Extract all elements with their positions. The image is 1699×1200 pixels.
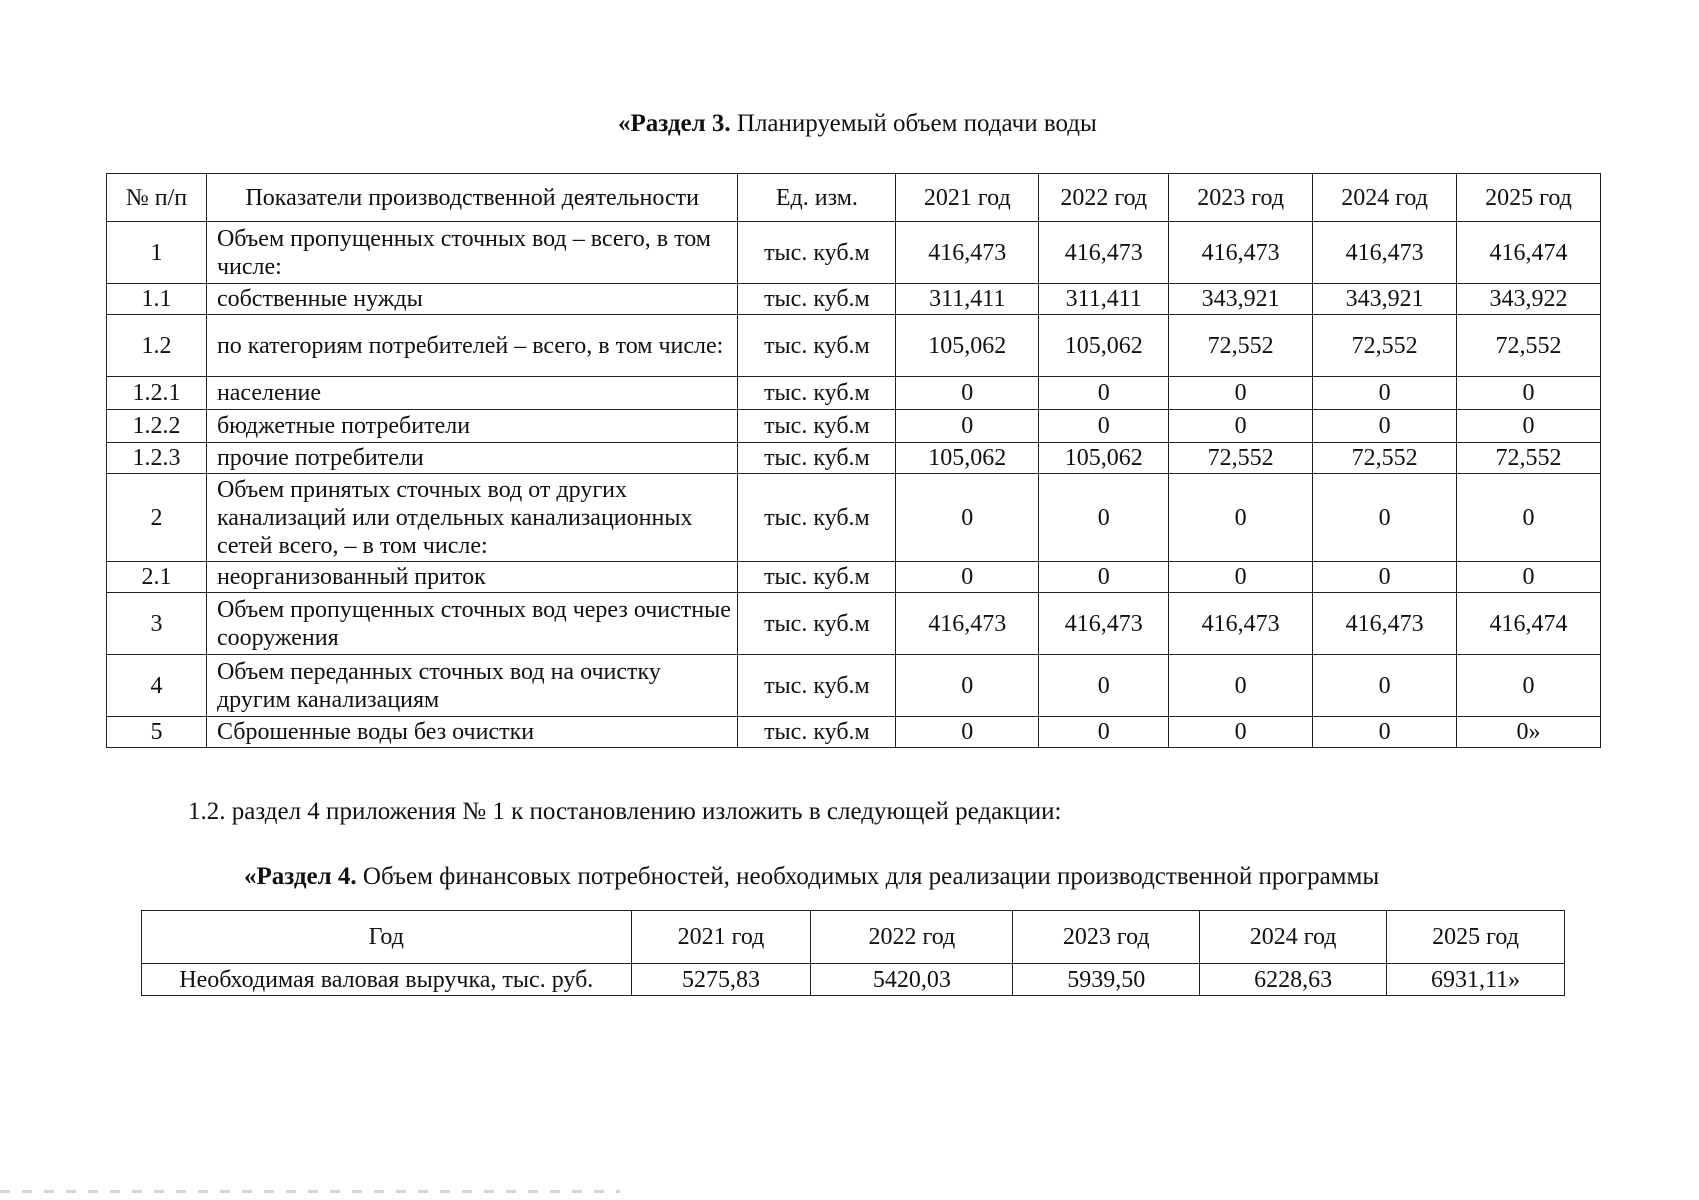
row-value-2022: 0: [1039, 474, 1169, 562]
revenue-2023: 5939,50: [1013, 964, 1200, 996]
row-unit: тыс. куб.м: [738, 655, 896, 717]
header-indicator: Показатели производственной деятельности: [206, 174, 738, 222]
row-unit: тыс. куб.м: [738, 377, 896, 410]
amendment-paragraph: 1.2. раздел 4 приложения № 1 к постановлению изложить в следующей редакции:: [188, 798, 1062, 825]
table-row: [107, 593, 1601, 655]
header-year-2022: 2022 год: [811, 911, 1013, 964]
row-unit: тыс. куб.м: [738, 717, 896, 748]
row-value-2021: 416,473: [896, 222, 1039, 284]
row-value-2024: 0: [1313, 410, 1457, 443]
row-value-2022: 0: [1039, 377, 1169, 410]
header-unit: Ед. изм.: [738, 174, 896, 222]
table-row: [107, 410, 1601, 443]
section3-title-text: Планируемый объем подачи воды: [730, 110, 1097, 137]
row-value-2023: 0: [1169, 562, 1313, 593]
revenue-2021: 5275,83: [631, 964, 811, 996]
row-indicator: собственные нужды: [206, 284, 738, 315]
row-value-2021: 0: [896, 377, 1039, 410]
row-unit: тыс. куб.м: [738, 222, 896, 284]
header-year-2023: 2023 год: [1169, 174, 1313, 222]
row-unit: тыс. куб.м: [738, 284, 896, 315]
table-row: [107, 222, 1601, 284]
header-year-2021: 2021 год: [631, 911, 811, 964]
row-unit: тыс. куб.м: [738, 410, 896, 443]
row-value-2023: 72,552: [1169, 443, 1313, 474]
table-row: [107, 655, 1601, 717]
table-row: [107, 284, 1601, 315]
row-number: 5: [107, 717, 207, 748]
row-value-2023: 0: [1169, 410, 1313, 443]
row-value-2025: 0: [1457, 410, 1601, 443]
table-row: [142, 964, 1565, 996]
row-value-2023: 416,473: [1169, 593, 1313, 655]
revenue-2025: 6931,11»: [1387, 964, 1565, 996]
row-indicator: население: [206, 377, 738, 410]
row-value-2023: 0: [1169, 474, 1313, 562]
row-value-2021: 0: [896, 410, 1039, 443]
row-value-2025: 0: [1457, 474, 1601, 562]
row-value-2024: 416,473: [1313, 593, 1457, 655]
row-value-2021: 0: [896, 717, 1039, 748]
row-value-2022: 0: [1039, 410, 1169, 443]
row-unit: тыс. куб.м: [738, 593, 896, 655]
row-value-2025: 416,474: [1457, 222, 1601, 284]
section3-title: [618, 110, 1097, 138]
row-value-2025: 0»: [1457, 717, 1601, 748]
row-value-2024: 416,473: [1313, 222, 1457, 284]
row-number: 1.2.3: [107, 443, 207, 474]
header-year-2025: 2025 год: [1387, 911, 1565, 964]
row-value-2023: 72,552: [1169, 315, 1313, 377]
row-value-2023: 0: [1169, 717, 1313, 748]
row-number: 2: [107, 474, 207, 562]
header-year-2024: 2024 год: [1313, 174, 1457, 222]
table-row: [107, 474, 1601, 562]
revenue-2022: 5420,03: [811, 964, 1013, 996]
header-year-2025: 2025 год: [1457, 174, 1601, 222]
row-value-2023: 343,921: [1169, 284, 1313, 315]
row-value-2022: 105,062: [1039, 443, 1169, 474]
row-value-2022: 0: [1039, 717, 1169, 748]
section4-title: [244, 863, 1379, 891]
table-row: [107, 717, 1601, 748]
row-number: 1.2: [107, 315, 207, 377]
table-header-row: [107, 174, 1601, 222]
row-value-2024: 0: [1313, 474, 1457, 562]
row-value-2022: 0: [1039, 562, 1169, 593]
row-number: 1.2.1: [107, 377, 207, 410]
row-value-2025: 72,552: [1457, 443, 1601, 474]
row-value-2025: 0: [1457, 655, 1601, 717]
row-value-2021: 0: [896, 655, 1039, 717]
row-value-2024: 72,552: [1313, 443, 1457, 474]
table-header-row: [142, 911, 1565, 964]
row-number: 3: [107, 593, 207, 655]
header-number: № п/п: [107, 174, 207, 222]
header-year-label: Год: [142, 911, 632, 964]
row-value-2021: 0: [896, 474, 1039, 562]
section4-title-text: Объем финансовых потребностей, необходимых для реализации производственной программы: [356, 863, 1380, 890]
row-unit: тыс. куб.м: [738, 443, 896, 474]
row-value-2025: 343,922: [1457, 284, 1601, 315]
row-unit: тыс. куб.м: [738, 474, 896, 562]
row-value-2025: 416,474: [1457, 593, 1601, 655]
table-row: [107, 377, 1601, 410]
row-value-2024: 0: [1313, 655, 1457, 717]
row-value-2024: 72,552: [1313, 315, 1457, 377]
row-value-2023: 416,473: [1169, 222, 1313, 284]
row-value-2023: 0: [1169, 377, 1313, 410]
row-value-2025: 0: [1457, 377, 1601, 410]
row-number: 1.2.2: [107, 410, 207, 443]
row-indicator: Объем принятых сточных вод от других канализаций или отдельных канализационных сетей всего, – в том числе:: [206, 474, 738, 562]
revenue-label: Необходимая валовая выручка, тыс. руб.: [142, 964, 632, 996]
table-row: [107, 443, 1601, 474]
row-value-2024: 343,921: [1313, 284, 1457, 315]
row-value-2025: 0: [1457, 562, 1601, 593]
row-indicator: Объем пропущенных сточных вод – всего, в том числе:: [206, 222, 738, 284]
row-value-2021: 105,062: [896, 443, 1039, 474]
row-value-2021: 311,411: [896, 284, 1039, 315]
row-value-2022: 416,473: [1039, 222, 1169, 284]
row-value-2022: 0: [1039, 655, 1169, 717]
scan-artifact-line: [0, 1190, 620, 1193]
row-value-2022: 311,411: [1039, 284, 1169, 315]
row-number: 1.1: [107, 284, 207, 315]
table-row: [107, 315, 1601, 377]
row-number: 2.1: [107, 562, 207, 593]
row-value-2022: 105,062: [1039, 315, 1169, 377]
row-value-2021: 0: [896, 562, 1039, 593]
row-unit: тыс. куб.м: [738, 315, 896, 377]
table-row: [107, 562, 1601, 593]
row-indicator: Объем пропущенных сточных вод через очистные сооружения: [206, 593, 738, 655]
row-value-2024: 0: [1313, 717, 1457, 748]
row-value-2023: 0: [1169, 655, 1313, 717]
financial-needs-table: [141, 910, 1565, 996]
header-year-2024: 2024 год: [1200, 911, 1387, 964]
row-value-2021: 416,473: [896, 593, 1039, 655]
header-year-2023: 2023 год: [1013, 911, 1200, 964]
row-value-2024: 0: [1313, 562, 1457, 593]
revenue-2024: 6228,63: [1200, 964, 1387, 996]
row-indicator: Сброшенные воды без очистки: [206, 717, 738, 748]
row-indicator: Объем переданных сточных вод на очистку другим канализациям: [206, 655, 738, 717]
row-indicator: неорганизованный приток: [206, 562, 738, 593]
row-indicator: по категориям потребителей – всего, в том числе:: [206, 315, 738, 377]
water-volume-table: [106, 173, 1601, 748]
row-value-2024: 0: [1313, 377, 1457, 410]
section4-title-prefix: «Раздел 4.: [244, 863, 357, 890]
row-number: 4: [107, 655, 207, 717]
row-number: 1: [107, 222, 207, 284]
row-value-2022: 416,473: [1039, 593, 1169, 655]
row-indicator: прочие потребители: [206, 443, 738, 474]
header-year-2022: 2022 год: [1039, 174, 1169, 222]
row-indicator: бюджетные потребители: [206, 410, 738, 443]
section3-title-prefix: «Раздел 3.: [618, 110, 731, 137]
row-unit: тыс. куб.м: [738, 562, 896, 593]
row-value-2021: 105,062: [896, 315, 1039, 377]
header-year-2021: 2021 год: [896, 174, 1039, 222]
row-value-2025: 72,552: [1457, 315, 1601, 377]
